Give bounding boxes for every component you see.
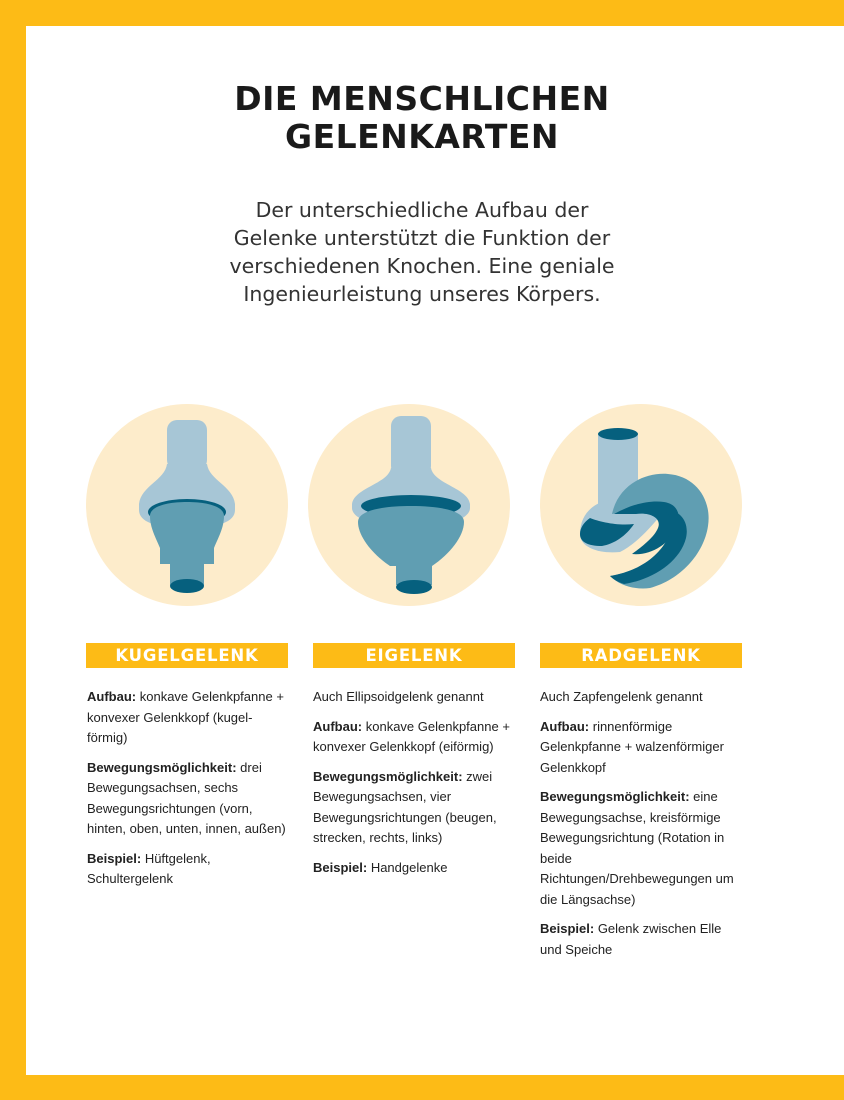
bewegung-paragraph: Bewegungsmöglichkeit: eine Bewegungsachse, kreisförmige Bewegungsrichtung (Rotation in beide Richtungen/Drehbewegungen um die Längsachse) — [540, 789, 734, 907]
bewegung-paragraph: Bewegungsmöglichkeit: drei Bewegungsachsen, sechs Bewegungsrichtungen (vorn, hinten, oben, unten, innen, außen) — [87, 759, 286, 836]
page — [26, 26, 844, 1075]
label-eigelenk: EIGELENK — [313, 643, 515, 668]
ball-joint-icon — [86, 404, 288, 606]
intro-line: verschiedenen Knochen. Eine geniale — [229, 254, 615, 278]
label-radgelenk: RADGELENK — [540, 643, 742, 668]
beispiel-paragraph: Beispiel: Hüftgelenk, Schultergelenk — [87, 850, 211, 886]
ellipsoid-joint-icon — [308, 404, 510, 606]
beispiel-paragraph: Beispiel: Gelenk zwischen Elle und Speiche — [540, 921, 722, 957]
alias-paragraph: Auch Zapfengelenk genannt — [540, 689, 703, 704]
bewegung-paragraph: Bewegungsmöglichkeit: zwei Bewegungsachsen, vier Bewegungsrichtungen (beugen, strecken, rechts, links) — [313, 768, 497, 845]
kugelgelenk-description — [87, 687, 292, 899]
radgelenk-description — [540, 687, 745, 969]
intro-text — [26, 196, 818, 308]
pivot-joint-icon — [540, 404, 742, 606]
intro-line: Gelenke unterstützt die Funktion der — [233, 226, 611, 250]
title-line-2: GELENKARTEN — [284, 117, 560, 156]
page-title — [26, 80, 818, 156]
title-line-1: DIE MENSCHLICHEN — [234, 79, 610, 118]
eigelenk-description — [313, 687, 518, 887]
label-kugelgelenk: KUGELGELENK — [86, 643, 288, 668]
intro-line: Der unterschiedliche Aufbau der — [255, 198, 589, 222]
aufbau-paragraph: Aufbau: konkave Gelenkpfanne + konvexer Gelenkkopf (kugel-förmig) — [87, 689, 284, 745]
aufbau-paragraph: Aufbau: konkave Gelenkpfanne + konvexer Gelenkkopf (eiförmig) — [313, 718, 510, 754]
intro-line: Ingenieurleistung unseres Körpers. — [243, 282, 601, 306]
alias-paragraph: Auch Ellipsoidgelenk genannt — [313, 689, 484, 704]
beispiel-paragraph: Beispiel: Handgelenke — [313, 859, 448, 875]
aufbau-paragraph: Aufbau: rinnenförmige Gelenkpfanne + walzenförmiger Gelenkkopf — [540, 718, 724, 775]
